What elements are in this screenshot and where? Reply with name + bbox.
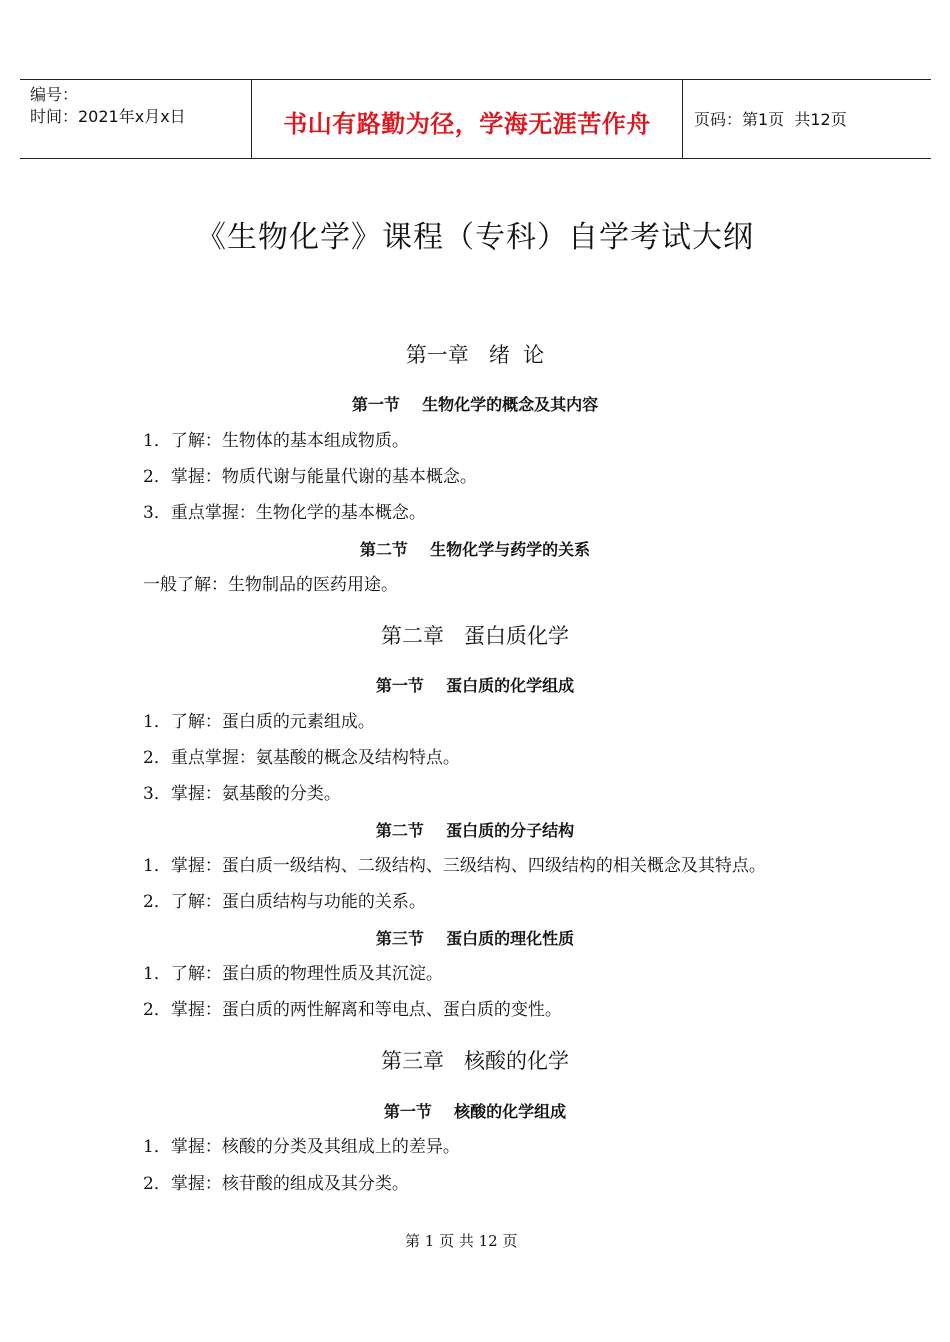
list-item: 1．了解：蛋白质的物理性质及其沉淀。 — [143, 964, 443, 984]
document-title: 《生物化学》课程（专科）自学考试大纲 — [196, 220, 754, 255]
header-page-info: 页码：第1页 共12页 — [694, 110, 847, 129]
list-item: 一般了解：生物制品的医药用途。 — [143, 575, 398, 595]
section-title: 第三节 蛋白质的理化性质 — [375, 929, 575, 948]
header-meta — [30, 84, 245, 128]
list-item: 3．掌握：氨基酸的分类。 — [143, 784, 341, 804]
list-item: 2．掌握：物质代谢与能量代谢的基本概念。 — [143, 467, 477, 487]
list-item: 1．了解：生物体的基本组成物质。 — [143, 431, 409, 451]
chapter-title: 第一章 绪 论 — [405, 343, 545, 367]
section-title: 第一节 生物化学的概念及其内容 — [351, 395, 599, 414]
list-item: 2．重点掌握：氨基酸的概念及结构特点。 — [143, 748, 460, 768]
number-label: 编号： — [30, 85, 79, 104]
list-item: 2．了解：蛋白质结构与功能的关系。 — [143, 892, 426, 912]
chapter-title: 第三章 核酸的化学 — [380, 1049, 570, 1073]
list-item: 2．掌握：蛋白质的两性解离和等电点、蛋白质的变性。 — [143, 1000, 562, 1020]
list-item: 2．掌握：核苷酸的组成及其分类。 — [143, 1174, 409, 1194]
time-label: 时间：2021年x月x日 — [30, 107, 186, 126]
page-footer: 第 1 页 共 12 页 — [405, 1232, 518, 1250]
section-title: 第一节 蛋白质的化学组成 — [375, 676, 575, 695]
section-title: 第一节 核酸的化学组成 — [383, 1102, 567, 1121]
section-title: 第二节 生物化学与药学的关系 — [359, 540, 591, 559]
header-divider — [682, 80, 683, 158]
list-item: 1．掌握：蛋白质一级结构、二级结构、三级结构、四级结构的相关概念及其特点。 — [143, 856, 766, 876]
chapter-title: 第二章 蛋白质化学 — [380, 624, 570, 648]
list-item: 1．掌握：核酸的分类及其组成上的差异。 — [143, 1137, 460, 1157]
header-table — [20, 79, 931, 159]
section-title: 第二节 蛋白质的分子结构 — [375, 821, 575, 840]
list-item: 1．了解：蛋白质的元素组成。 — [143, 712, 375, 732]
list-item: 3．重点掌握：生物化学的基本概念。 — [143, 503, 426, 523]
header-motto: 书山有路勤为径，学海无涯苦作舟 — [283, 110, 651, 138]
